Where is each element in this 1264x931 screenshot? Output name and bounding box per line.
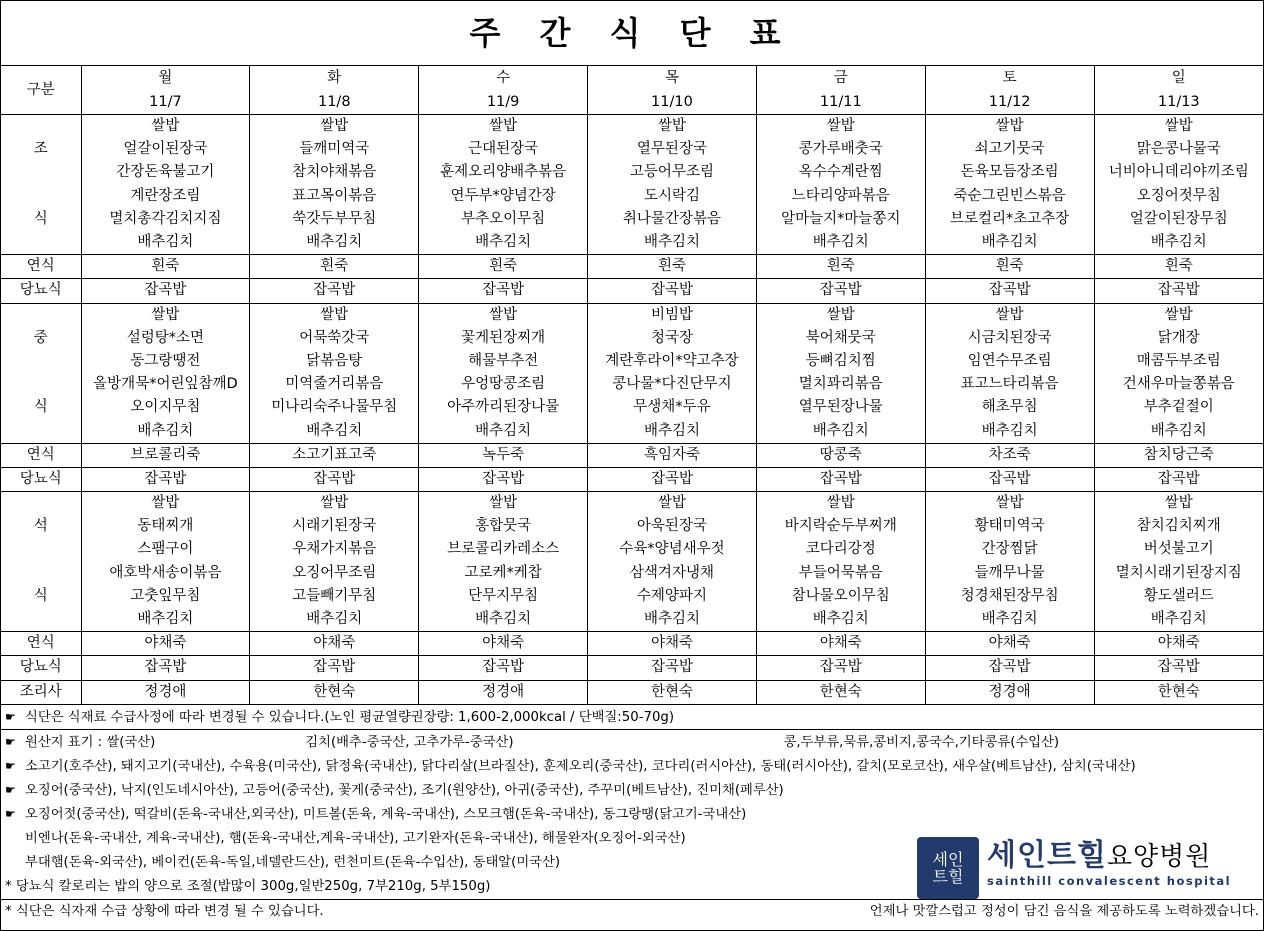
lunch-diabetic-row (1, 467, 1263, 491)
menu-item: 수육*양념새우젓 (588, 538, 757, 561)
menu-item: 고등어무조림 (588, 161, 757, 184)
day-name: 수 (419, 66, 588, 90)
header-day-row (1, 66, 1263, 90)
menu-item: 아욱된장국 (588, 515, 757, 538)
menu-item: 쌀밥 (925, 115, 1094, 139)
menu-item: 잡곡밥 (81, 656, 250, 680)
dinner-porridge-row (1, 632, 1263, 656)
menu-item: 열무된장국 (588, 138, 757, 161)
dinner-diabetic-row (1, 656, 1263, 680)
pointing-hand-icon: ☛ (5, 759, 16, 774)
menu-item: 배추김치 (250, 608, 419, 632)
row-label: 식 (33, 399, 48, 416)
day-date: 11/7 (81, 90, 250, 115)
row-label (1, 538, 81, 561)
menu-item: 소고기표고죽 (250, 443, 419, 467)
pointing-hand-icon: ☛ (5, 783, 16, 798)
breakfast-porridge-row (1, 255, 1263, 279)
menu-item: 근대된장국 (419, 138, 588, 161)
row-label: 당뇨식 (1, 467, 81, 491)
row-label (1, 608, 81, 632)
menu-item: 배추김치 (419, 419, 588, 443)
day-name: 목 (588, 66, 757, 90)
day-name: 일 (1094, 66, 1263, 90)
menu-item: 잡곡밥 (81, 467, 250, 491)
menu-item: 쌀밥 (588, 492, 757, 516)
menu-item: 쌀밥 (81, 115, 250, 139)
menu-item: 들깨무나물 (925, 562, 1094, 585)
row-label: 당뇨식 (1, 656, 81, 680)
cook-name: 한현숙 (588, 680, 757, 704)
menu-item: 어묵쑥갓국 (250, 327, 419, 350)
menu-item: 야채죽 (250, 632, 419, 656)
menu-item: 부들어묵볶음 (756, 562, 925, 585)
note-promise: 언제나 맛깔스럽고 정성이 담긴 음식을 제공하도록 노력하겠습니다. (869, 904, 1259, 920)
menu-item: 쑥갓두부무침 (250, 208, 419, 231)
menu-item: 아주까리된장나물 (419, 396, 588, 419)
menu-item: 닭볶음탕 (250, 350, 419, 373)
lunch-row (1, 396, 1263, 419)
cook-name: 정경애 (81, 680, 250, 704)
note-footer: * 식단은 식자재 수급 상황에 따라 변경 될 수 있습니다. 언제나 맛깔스럽고 정성이 담긴 음식을 제공하도록 노력하겠습니다. (1, 900, 1263, 924)
cook-name: 한현숙 (1094, 680, 1263, 704)
menu-item: 잡곡밥 (81, 279, 250, 303)
menu-item: 배추김치 (419, 231, 588, 255)
menu-item: 멸치꽈리볶음 (756, 373, 925, 396)
menu-item: 옥수수계란찜 (756, 161, 925, 184)
menu-item: 잡곡밥 (925, 279, 1094, 303)
dinner-row (1, 585, 1263, 608)
menu-item: 쌀밥 (250, 492, 419, 516)
pointing-hand-icon: ☛ (5, 709, 16, 724)
menu-item: 표고느타리볶음 (925, 373, 1094, 396)
menu-item: 고로케*케찹 (419, 562, 588, 585)
menu-item: 잡곡밥 (925, 656, 1094, 680)
menu-item: 쌀밥 (250, 303, 419, 327)
menu-item: 표고목이볶음 (250, 185, 419, 208)
menu-item: 쌀밥 (756, 115, 925, 139)
menu-item: 취나물간장볶음 (588, 208, 757, 231)
row-label: 식 (33, 587, 48, 604)
menu-item: 흰죽 (250, 255, 419, 279)
menu-item: 무생채*두유 (588, 396, 757, 419)
pointing-hand-icon: ☛ (5, 807, 16, 822)
day-date: 11/9 (419, 90, 588, 115)
menu-item: 잡곡밥 (250, 467, 419, 491)
menu-item: 잡곡밥 (925, 467, 1094, 491)
menu-item: 배추김치 (81, 608, 250, 632)
lunch-porridge-row (1, 443, 1263, 467)
menu-item: 동그랑땡전 (81, 350, 250, 373)
menu-item: 배추김치 (588, 608, 757, 632)
menu-item: 쌀밥 (250, 115, 419, 139)
menu-item: 잡곡밥 (1094, 656, 1263, 680)
menu-item: 들깨미역국 (250, 138, 419, 161)
lunch-row (1, 303, 1263, 327)
note-origin-5: 비엔나(돈육-국내산, 계육-국내산), 햄(돈육-국내산,계육-국내산), 고기완자(돈육-국내산), 해물완자(오징어-외국산) (25, 830, 686, 846)
menu-item: 얼갈이된장국 (81, 138, 250, 161)
breakfast-row (1, 161, 1263, 184)
menu-item: 수제양파지 (588, 585, 757, 608)
cook-name: 한현숙 (756, 680, 925, 704)
menu-item: 쌀밥 (925, 303, 1094, 327)
dinner-row (1, 515, 1263, 538)
menu-item: 올방개묵*어린잎참깨D (81, 373, 250, 396)
row-label (1, 161, 81, 184)
menu-item: 배추김치 (588, 231, 757, 255)
day-date: 11/12 (925, 90, 1094, 115)
pointing-hand-icon: ☛ (5, 734, 16, 749)
menu-item: 배추김치 (1094, 608, 1263, 632)
menu-item: 계란후라이*약고추장 (588, 350, 757, 373)
row-label: 식 (33, 210, 48, 227)
menu-item: 잡곡밥 (419, 656, 588, 680)
menu-item: 야채죽 (81, 632, 250, 656)
hospital-logo (917, 837, 1255, 889)
row-label: 구분 (1, 66, 81, 115)
menu-item: 쌀밥 (1094, 492, 1263, 516)
menu-item: 북어채뭇국 (756, 327, 925, 350)
menu-item: 흰죽 (756, 255, 925, 279)
menu-item: 차조죽 (925, 443, 1094, 467)
menu-item: 바지락순두부찌개 (756, 515, 925, 538)
menu-item: 멸치총각김치지짐 (81, 208, 250, 231)
menu-item: 흑임자죽 (588, 443, 757, 467)
breakfast-row (1, 185, 1263, 208)
menu-item: 닭개장 (1094, 327, 1263, 350)
cook-row (1, 680, 1263, 704)
menu-item: 코다리강정 (756, 538, 925, 561)
menu-item: 배추김치 (250, 231, 419, 255)
menu-item: 콩가루배춧국 (756, 138, 925, 161)
menu-item: 등뼈김치찜 (756, 350, 925, 373)
row-label (1, 303, 81, 327)
logo-name: 세인트힐요양병원 (987, 837, 1212, 873)
menu-item: 잡곡밥 (1094, 279, 1263, 303)
menu-item: 잡곡밥 (756, 467, 925, 491)
menu-item: 훈제오리양배추볶음 (419, 161, 588, 184)
logo-mark: 세인 트힐 (917, 837, 979, 899)
menu-item: 쌀밥 (756, 303, 925, 327)
menu-item: 멸치시래기된장지짐 (1094, 562, 1263, 585)
menu-item: 황도샐러드 (1094, 585, 1263, 608)
menu-item: 죽순그린빈스볶음 (925, 185, 1094, 208)
menu-item: 쌀밥 (81, 303, 250, 327)
menu-item: 쌀밥 (756, 492, 925, 516)
day-name: 월 (81, 66, 250, 90)
menu-item: 쇠고기뭇국 (925, 138, 1094, 161)
menu-item: 얼갈이된장무침 (1094, 208, 1263, 231)
menu-item: 도시락김 (588, 185, 757, 208)
menu-item: 미역줄거리볶음 (250, 373, 419, 396)
day-date: 11/8 (250, 90, 419, 115)
row-label: 조리사 (1, 680, 81, 704)
cook-name: 정경애 (419, 680, 588, 704)
menu-item: 꽃게된장찌개 (419, 327, 588, 350)
menu-item: 잡곡밥 (250, 656, 419, 680)
menu-item: 고들빼기무침 (250, 585, 419, 608)
menu-item: 느타리양파볶음 (756, 185, 925, 208)
logo-subtitle: sainthill convalescent hospital (987, 873, 1232, 888)
row-label (1, 185, 81, 208)
row-label (1, 115, 81, 139)
row-label: 연식 (1, 255, 81, 279)
menu-item: 흰죽 (1094, 255, 1263, 279)
menu-item: 콩나물*다진단무지 (588, 373, 757, 396)
row-label: 중 (33, 329, 48, 346)
menu-item: 참치당근죽 (1094, 443, 1263, 467)
row-label (1, 231, 81, 255)
menu-item: 부추오이무침 (419, 208, 588, 231)
menu-item: 브로콜리죽 (81, 443, 250, 467)
menu-item: 알마늘지*마늘쫑지 (756, 208, 925, 231)
menu-item: 오이지무침 (81, 396, 250, 419)
row-label (1, 492, 81, 516)
menu-item: 쌀밥 (588, 115, 757, 139)
notes-section (1, 705, 1263, 925)
menu-item: 배추김치 (756, 608, 925, 632)
note-change-notice: ☛ 식단은 식재료 수급사정에 따라 변경될 수 있습니다.(노인 평균열량권장량: 1,600-2,000kcal / 단백질:50-70g) (1, 705, 1263, 730)
menu-item: 참치김치찌개 (1094, 515, 1263, 538)
menu-item: 건새우마늘쫑볶음 (1094, 373, 1263, 396)
day-name: 금 (756, 66, 925, 90)
menu-item: 배추김치 (925, 231, 1094, 255)
breakfast-diabetic-row (1, 279, 1263, 303)
menu-item: 홍합뭇국 (419, 515, 588, 538)
dinner-row (1, 492, 1263, 516)
menu-item: 잡곡밥 (1094, 467, 1263, 491)
menu-item: 쌀밥 (419, 492, 588, 516)
menu-item: 해초무침 (925, 396, 1094, 419)
menu-item: 흰죽 (81, 255, 250, 279)
menu-item: 잡곡밥 (419, 467, 588, 491)
menu-item: 배추김치 (756, 231, 925, 255)
menu-item: 단무지무침 (419, 585, 588, 608)
menu-item: 잡곡밥 (756, 279, 925, 303)
menu-item: 쌀밥 (1094, 303, 1263, 327)
menu-item: 잡곡밥 (756, 656, 925, 680)
menu-item: 매콤두부조림 (1094, 350, 1263, 373)
note-origin-4: ☛ 오징어젓(중국산), 떡갈비(돈육-국내산,외국산), 미트볼(돈육, 계육-국내산), 스모크햄(돈육-국내산), 동그랑땡(닭고기-국내산) (1, 802, 1263, 826)
menu-item: 청경채된장무침 (925, 585, 1094, 608)
row-label: 석 (33, 518, 48, 535)
menu-item: 배추김치 (81, 231, 250, 255)
row-label (1, 373, 81, 396)
menu-item: 너비아니데리야끼조림 (1094, 161, 1263, 184)
menu-item: 우채가지볶음 (250, 538, 419, 561)
cook-name: 정경애 (925, 680, 1094, 704)
day-date: 11/10 (588, 90, 757, 115)
menu-item: 잡곡밥 (588, 656, 757, 680)
menu-item: 우엉땅콩조림 (419, 373, 588, 396)
menu-item: 임연수무조림 (925, 350, 1094, 373)
note-diabetic-calorie: * 당뇨식 칼로리는 밥의 양으로 조절(밥많이 300g,일반250g, 7부210g, 5부150g) (1, 875, 1263, 900)
menu-item: 열무된장나물 (756, 396, 925, 419)
menu-item: 야채죽 (1094, 632, 1263, 656)
menu-item: 오징어젓무침 (1094, 185, 1263, 208)
row-label: 연식 (1, 443, 81, 467)
menu-item: 흰죽 (588, 255, 757, 279)
menu-item: 흰죽 (925, 255, 1094, 279)
menu-item: 스팸구이 (81, 538, 250, 561)
menu-item: 배추김치 (1094, 231, 1263, 255)
page-title: 주 간 식 단 표 (1, 1, 1263, 66)
row-label: 연식 (1, 632, 81, 656)
day-name: 화 (250, 66, 419, 90)
cook-name: 한현숙 (250, 680, 419, 704)
menu-item: 계란장조림 (81, 185, 250, 208)
menu-item: 잡곡밥 (250, 279, 419, 303)
breakfast-row (1, 231, 1263, 255)
note-origin-3: ☛ 오징어(중국산), 낙지(인도네시아산), 고등어(중국산), 꽃게(중국산), 조기(원양산), 아귀(중국산), 주꾸미(베트남산), 진미채(페루산) (1, 778, 1263, 802)
menu-item: 시래기된장국 (250, 515, 419, 538)
breakfast-row (1, 208, 1263, 231)
lunch-row (1, 373, 1263, 396)
row-label (1, 350, 81, 373)
dinner-row (1, 538, 1263, 561)
menu-item: 참나물오이무침 (756, 585, 925, 608)
breakfast-row (1, 115, 1263, 139)
menu-item: 고춧잎무침 (81, 585, 250, 608)
day-name: 토 (925, 66, 1094, 90)
menu-item: 땅콩죽 (756, 443, 925, 467)
menu-item: 미나리숙주나물무침 (250, 396, 419, 419)
menu-item: 참치야채볶음 (250, 161, 419, 184)
note-origin-1: ☛ 원산지 표기 : 쌀(국산) 김치(배추-중국산, 고추가루-중국산) 콩,두부류,묵류,콩비지,콩국수,기타콩류(수입산) (1, 730, 1263, 754)
menu-item: 비빔밥 (588, 303, 757, 327)
menu-item: 녹두죽 (419, 443, 588, 467)
menu-item: 연두부*양념간장 (419, 185, 588, 208)
menu-item: 쌀밥 (1094, 115, 1263, 139)
row-label: 당뇨식 (1, 279, 81, 303)
menu-item: 배추김치 (1094, 419, 1263, 443)
note-origin-2: ☛ 소고기(호주산), 돼지고기(국내산), 수육용(미국산), 닭정육(국내산), 닭다리살(브라질산), 훈제오리(중국산), 코다리(러시아산), 동태(러시아산), 갈치(모로코산), 새우살(베트남산), 삼치(국내산) (1, 754, 1263, 778)
menu-item: 쌀밥 (419, 115, 588, 139)
menu-item: 버섯불고기 (1094, 538, 1263, 561)
menu-item: 오징어무조림 (250, 562, 419, 585)
menu-table (1, 66, 1263, 705)
menu-item: 야채죽 (419, 632, 588, 656)
menu-item: 애호박새송이볶음 (81, 562, 250, 585)
note-origin-6: 부대햄(돈육-외국산), 베이컨(돈육-독일,네델란드산), 런천미트(돈육-수입산), 동태알(미국산) (25, 854, 561, 870)
menu-item: 흰죽 (419, 255, 588, 279)
menu-item: 청국장 (588, 327, 757, 350)
menu-item: 야채죽 (756, 632, 925, 656)
menu-item: 부추겉절이 (1094, 396, 1263, 419)
breakfast-row (1, 138, 1263, 161)
menu-item: 쌀밥 (81, 492, 250, 516)
day-date: 11/13 (1094, 90, 1263, 115)
menu-item: 쌀밥 (419, 303, 588, 327)
menu-item: 배추김치 (588, 419, 757, 443)
row-label: 조 (33, 141, 48, 158)
menu-item: 배추김치 (756, 419, 925, 443)
dinner-row (1, 562, 1263, 585)
header-date-row (1, 90, 1263, 115)
menu-item: 간장찜닭 (925, 538, 1094, 561)
lunch-row (1, 327, 1263, 350)
menu-item: 배추김치 (925, 419, 1094, 443)
menu-item: 설렁탕*소면 (81, 327, 250, 350)
menu-item: 시금치된장국 (925, 327, 1094, 350)
menu-item: 황태미역국 (925, 515, 1094, 538)
menu-item: 맑은콩나물국 (1094, 138, 1263, 161)
menu-item: 삼색겨자냉채 (588, 562, 757, 585)
dinner-row (1, 608, 1263, 632)
menu-item: 배추김치 (925, 608, 1094, 632)
menu-item: 쌀밥 (925, 492, 1094, 516)
lunch-row (1, 350, 1263, 373)
row-label (1, 562, 81, 585)
menu-item: 브로콜리카레소스 (419, 538, 588, 561)
menu-item: 야채죽 (925, 632, 1094, 656)
menu-item: 잡곡밥 (588, 467, 757, 491)
menu-item: 배추김치 (419, 608, 588, 632)
menu-item: 야채죽 (588, 632, 757, 656)
menu-item: 잡곡밥 (588, 279, 757, 303)
menu-item: 간장돈육불고기 (81, 161, 250, 184)
menu-item: 배추김치 (250, 419, 419, 443)
menu-item: 돈육모듬장조림 (925, 161, 1094, 184)
menu-item: 잡곡밥 (419, 279, 588, 303)
lunch-row (1, 419, 1263, 443)
menu-item: 배추김치 (81, 419, 250, 443)
row-label (1, 419, 81, 443)
menu-item: 브로컬리*초고추장 (925, 208, 1094, 231)
day-date: 11/11 (756, 90, 925, 115)
menu-item: 해물부추전 (419, 350, 588, 373)
menu-item: 동태찌개 (81, 515, 250, 538)
